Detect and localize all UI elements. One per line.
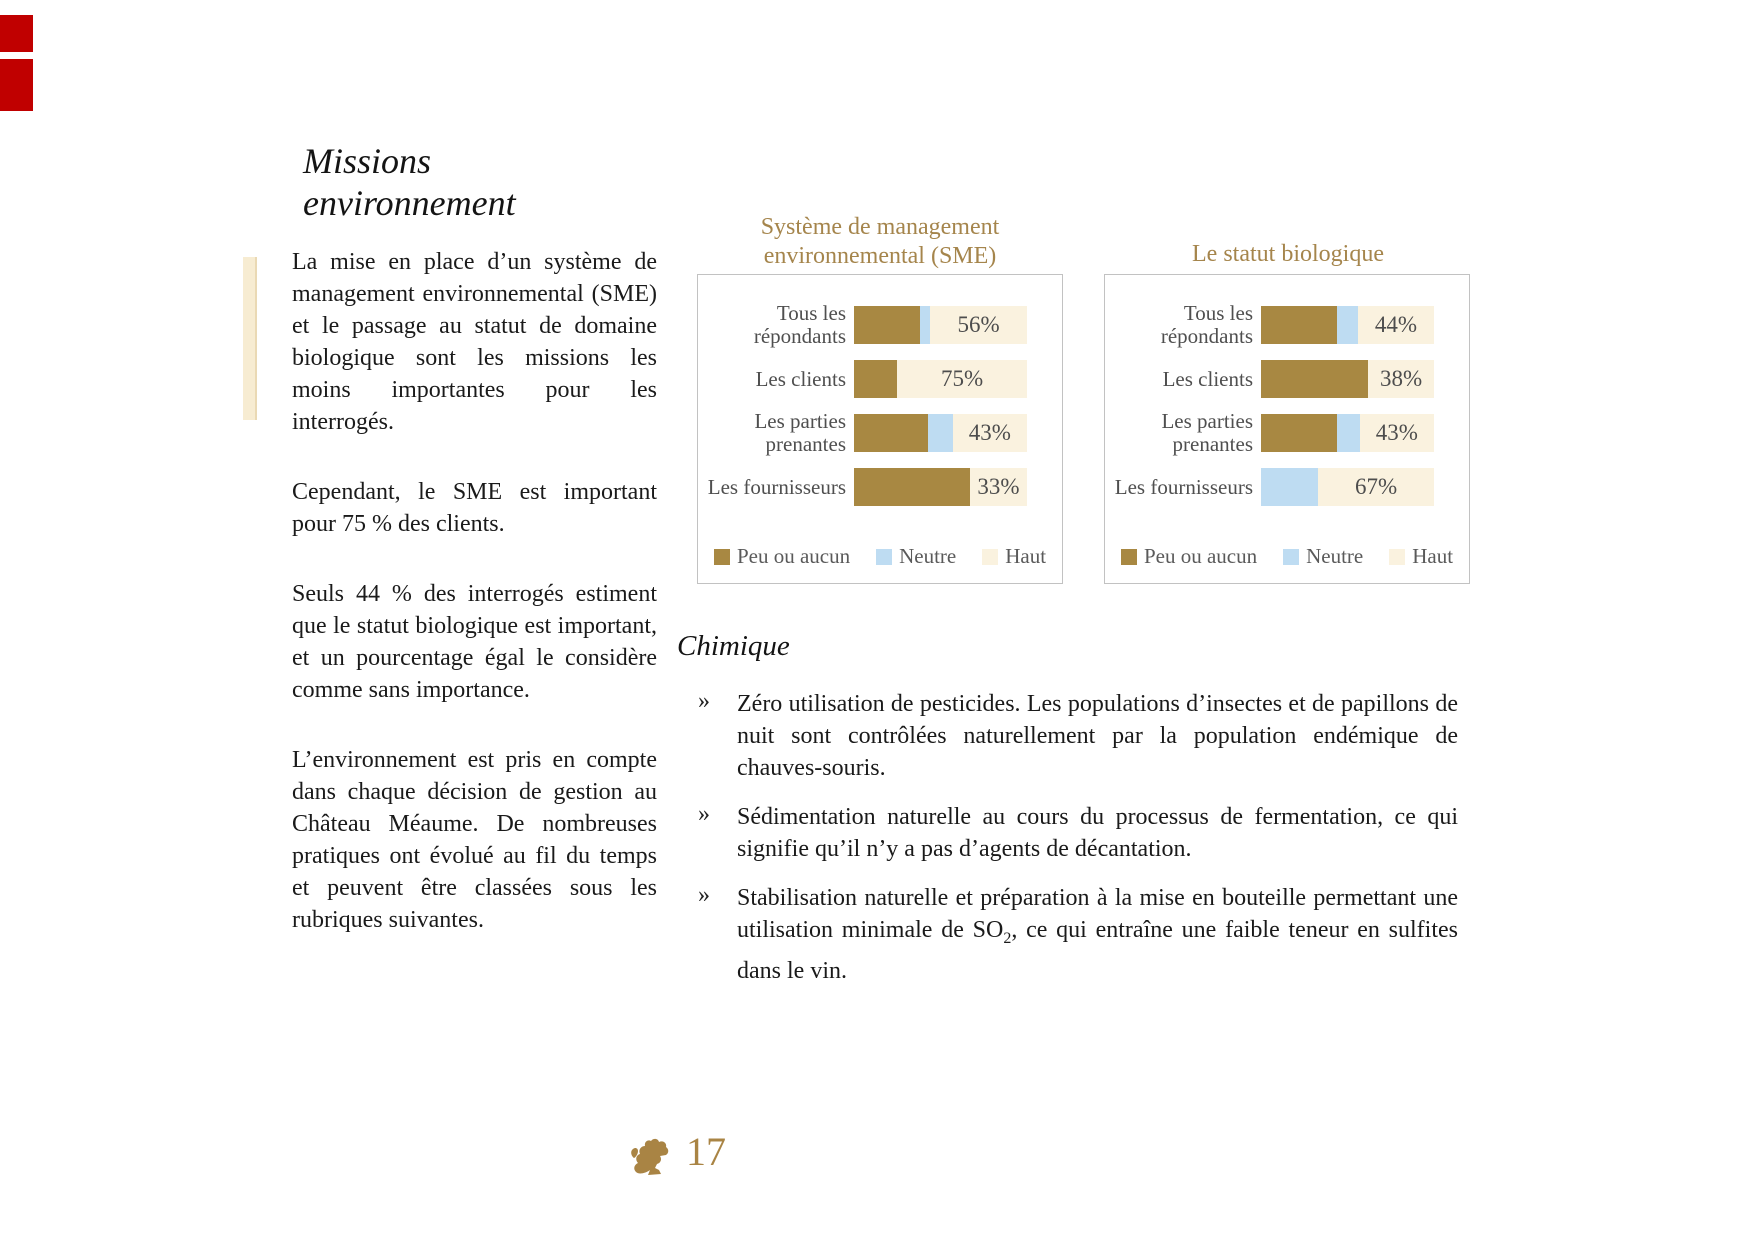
bar-segment-brown — [854, 306, 920, 344]
legend-swatch-icon — [714, 549, 730, 565]
page-title-line1: Missions — [303, 141, 432, 181]
bar-value-label: 38% — [1380, 366, 1423, 391]
legend-label: Peu ou aucun — [1143, 544, 1258, 568]
chart-title-line: Système de management — [760, 214, 1000, 240]
bar-value-label: 43% — [1375, 420, 1418, 445]
stacked-bar — [854, 468, 1027, 506]
row-label: Les parties prenantes — [754, 409, 846, 456]
bar-segment-brown — [1261, 360, 1368, 398]
chart-rows — [698, 301, 1062, 506]
bullet-marker: » — [698, 688, 710, 714]
bar-row — [1105, 301, 1469, 348]
stacked-bar — [1261, 468, 1434, 506]
bullet-text: Stabilisation naturelle et préparation à la mise en bouteille permettant une utilisation minimale de $SO_2$, ce qui entraîne une faible teneur en sulfites dans le vin. — [737, 885, 1458, 984]
row-label: Les fournisseurs — [707, 474, 846, 499]
bar-value-label: 33% — [977, 474, 1020, 499]
stacked-bar — [1261, 360, 1434, 398]
stacked-bar — [854, 306, 1027, 344]
bar-segment-cream — [953, 414, 1027, 452]
red-crop-mark-bottom — [0, 59, 33, 111]
bar-row — [698, 468, 1062, 506]
stacked-bar — [1261, 414, 1434, 452]
paragraph: L’environnement est pris en compte dans chaque décision de gestion au Château Méaume. De nombreuses pratiques ont évolué au fil du temps et peuvent être classées sous les rubriques suivantes. — [292, 747, 657, 933]
bar-row — [698, 301, 1062, 348]
row-label: Les clients — [755, 366, 846, 391]
bar-value-label: 44% — [1374, 312, 1417, 337]
bar-segment-blue — [1337, 306, 1358, 344]
legend-label: Haut — [1005, 544, 1047, 568]
bar-row — [698, 409, 1062, 456]
bar-segment-cream — [1358, 306, 1434, 344]
bullet-text: Zéro utilisation de pesticides. Les populations d’insectes et de papillons de nuit sont contrôlées naturellement par la population endémique de chauves-souris. — [737, 691, 1458, 781]
legend-label: Peu ou aucun — [736, 544, 851, 568]
page-number: 17 — [686, 1129, 726, 1174]
legend-label: Neutre — [1306, 544, 1364, 568]
legend-item — [876, 544, 956, 569]
bar-segment-cream — [1368, 360, 1434, 398]
bar-value-label: 56% — [957, 312, 1000, 337]
bar-value-label: 67% — [1354, 474, 1398, 499]
bullet-item — [690, 882, 1458, 987]
row-label: Les parties prenantes — [1161, 409, 1253, 456]
section-heading-chimique: Chimique — [677, 630, 790, 662]
legend-swatch-icon — [876, 549, 892, 565]
bar-segment-blue — [1337, 414, 1359, 452]
bullet-item — [690, 801, 1458, 865]
chart-rows — [1105, 301, 1469, 506]
bar-row — [1105, 468, 1469, 506]
chart-bio — [1104, 274, 1470, 584]
bar-segment-brown — [854, 414, 928, 452]
bar-segment-cream — [897, 360, 1027, 398]
legend-swatch-icon — [1283, 549, 1299, 565]
stacked-bar — [1261, 306, 1434, 344]
bar-segment-brown — [854, 468, 970, 506]
row-label: Les fournisseurs — [1114, 474, 1253, 499]
legend-swatch-icon — [1121, 549, 1137, 565]
bar-row — [698, 360, 1062, 398]
stacked-bar — [854, 414, 1027, 452]
legend-item — [1121, 544, 1257, 569]
bullet-item — [690, 688, 1458, 784]
stacked-bar — [854, 360, 1027, 398]
accent-bar — [243, 257, 257, 420]
bar-row — [1105, 409, 1469, 456]
legend-swatch-icon — [982, 549, 998, 565]
bar-row — [1105, 360, 1469, 398]
red-crop-mark-top — [0, 15, 33, 52]
page-title-line2: environnement — [303, 183, 516, 223]
chart-legend — [1105, 544, 1469, 569]
legend-item — [982, 544, 1046, 569]
chart-sme — [697, 274, 1063, 584]
row-label: Tous les répondants — [1160, 301, 1253, 348]
page-title — [303, 140, 663, 224]
chart-title-sme — [660, 213, 1100, 271]
bar-segment-blue — [1261, 468, 1318, 506]
bar-segment-brown — [1261, 306, 1337, 344]
bullet-marker: » — [698, 801, 710, 827]
bar-segment-cream — [1318, 468, 1434, 506]
chart-legend — [698, 544, 1062, 569]
bar-segment-cream — [930, 306, 1027, 344]
lion-emblem-icon — [628, 1136, 674, 1180]
bar-segment-brown — [1261, 414, 1337, 452]
chart-title-line: environnemental (SME) — [763, 243, 997, 269]
bar-segment-blue — [920, 306, 930, 344]
row-label: Les clients — [1162, 366, 1253, 391]
paragraph: La mise en place d’un système de management environnemental (SME) et le passage au statut de domaine biologique sont les missions les moins importantes pour les interrogés. — [292, 249, 657, 435]
legend-label: Neutre — [899, 544, 957, 568]
chart-title-bio — [1068, 240, 1508, 269]
bullet-list — [690, 688, 1458, 1004]
paragraph: Cependant, le SME est important pour 75 % des clients. — [292, 479, 657, 537]
bar-segment-brown — [854, 360, 897, 398]
left-paragraphs — [292, 246, 657, 974]
legend-label: Haut — [1412, 544, 1454, 568]
bar-value-label: 43% — [968, 420, 1011, 445]
legend-item — [1389, 544, 1453, 569]
chart-title-line: Le statut biologique — [1192, 241, 1384, 267]
bar-segment-cream — [1360, 414, 1434, 452]
bar-segment-blue — [928, 414, 952, 452]
bar-segment-cream — [970, 468, 1027, 506]
legend-item — [1283, 544, 1363, 569]
bullet-text: Sédimentation naturelle au cours du processus de fermentation, ce qui signifie qu’il n’y a pas d’agents de décantation. — [737, 804, 1458, 862]
row-label: Tous les répondants — [753, 301, 846, 348]
paragraph: Seuls 44 % des interrogés estiment que le statut biologique est important, et un pourcentage égal le considère comme sans importance. — [292, 581, 657, 703]
legend-swatch-icon — [1389, 549, 1405, 565]
bullet-marker: » — [698, 882, 710, 908]
bar-value-label: 75% — [941, 366, 984, 391]
legend-item — [714, 544, 850, 569]
